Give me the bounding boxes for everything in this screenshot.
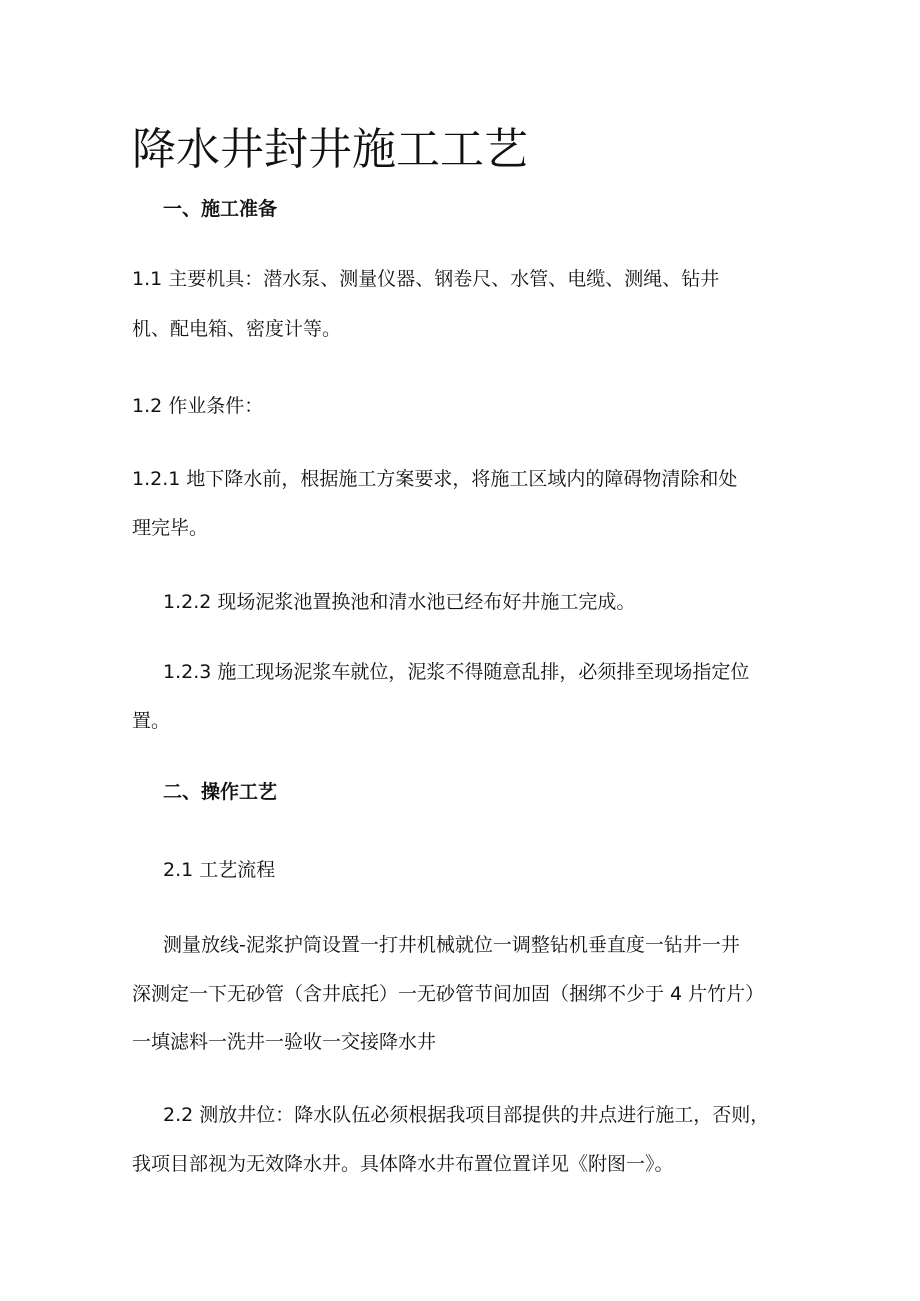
paragraph-2-2-line-2: 我项目部视为无效降水井。具体降水井布置位置详见《附图一》。: [132, 1153, 674, 1175]
paragraph-2-1: 2.1 工艺流程: [163, 859, 276, 881]
paragraph-1-2-2: 1.2.2 现场泥浆池置换池和清水池已经布好井施工完成。: [163, 591, 636, 613]
paragraph-1-1-line-2: 机、配电箱、密度计等。: [132, 318, 342, 340]
process-flow-line-2: 深测定一下无砂管（含井底托）一无砂管节间加固（捆绑不少于 4 片竹片）: [132, 983, 765, 1005]
document-title: 降水井封井施工工艺: [132, 124, 528, 175]
paragraph-1-2-3-line-2: 置。: [132, 710, 171, 732]
paragraph-1-2-1-line-2: 理完毕。: [132, 517, 209, 539]
process-flow-line-3: 一填滤料一洗井一验收一交接降水井: [132, 1031, 437, 1053]
section-heading-preparation: 一、施工准备: [163, 198, 278, 220]
section-heading-operation: 二、操作工艺: [163, 781, 278, 803]
paragraph-1-2-1-line-1: 1.2.1 地下降水前，根据施工方案要求，将施工区域内的障碍物清除和处: [132, 468, 738, 490]
paragraph-1-2: 1.2 作业条件：: [132, 395, 264, 417]
paragraph-1-1-line-1: 1.1 主要机具：潜水泵、测量仪器、钢卷尺、水管、电缆、测绳、钻井: [132, 268, 720, 290]
paragraph-1-2-3-line-1: 1.2.3 施工现场泥浆车就位，泥浆不得随意乱排，必须排至现场指定位: [163, 661, 750, 683]
process-flow-line-1: 测量放线-泥浆护筒设置一打井机械就位一调整钻机垂直度一钻井一井: [163, 934, 740, 956]
paragraph-2-2-line-1: 2.2 测放井位：降水队伍必须根据我项目部提供的井点进行施工，否则，: [163, 1104, 770, 1126]
